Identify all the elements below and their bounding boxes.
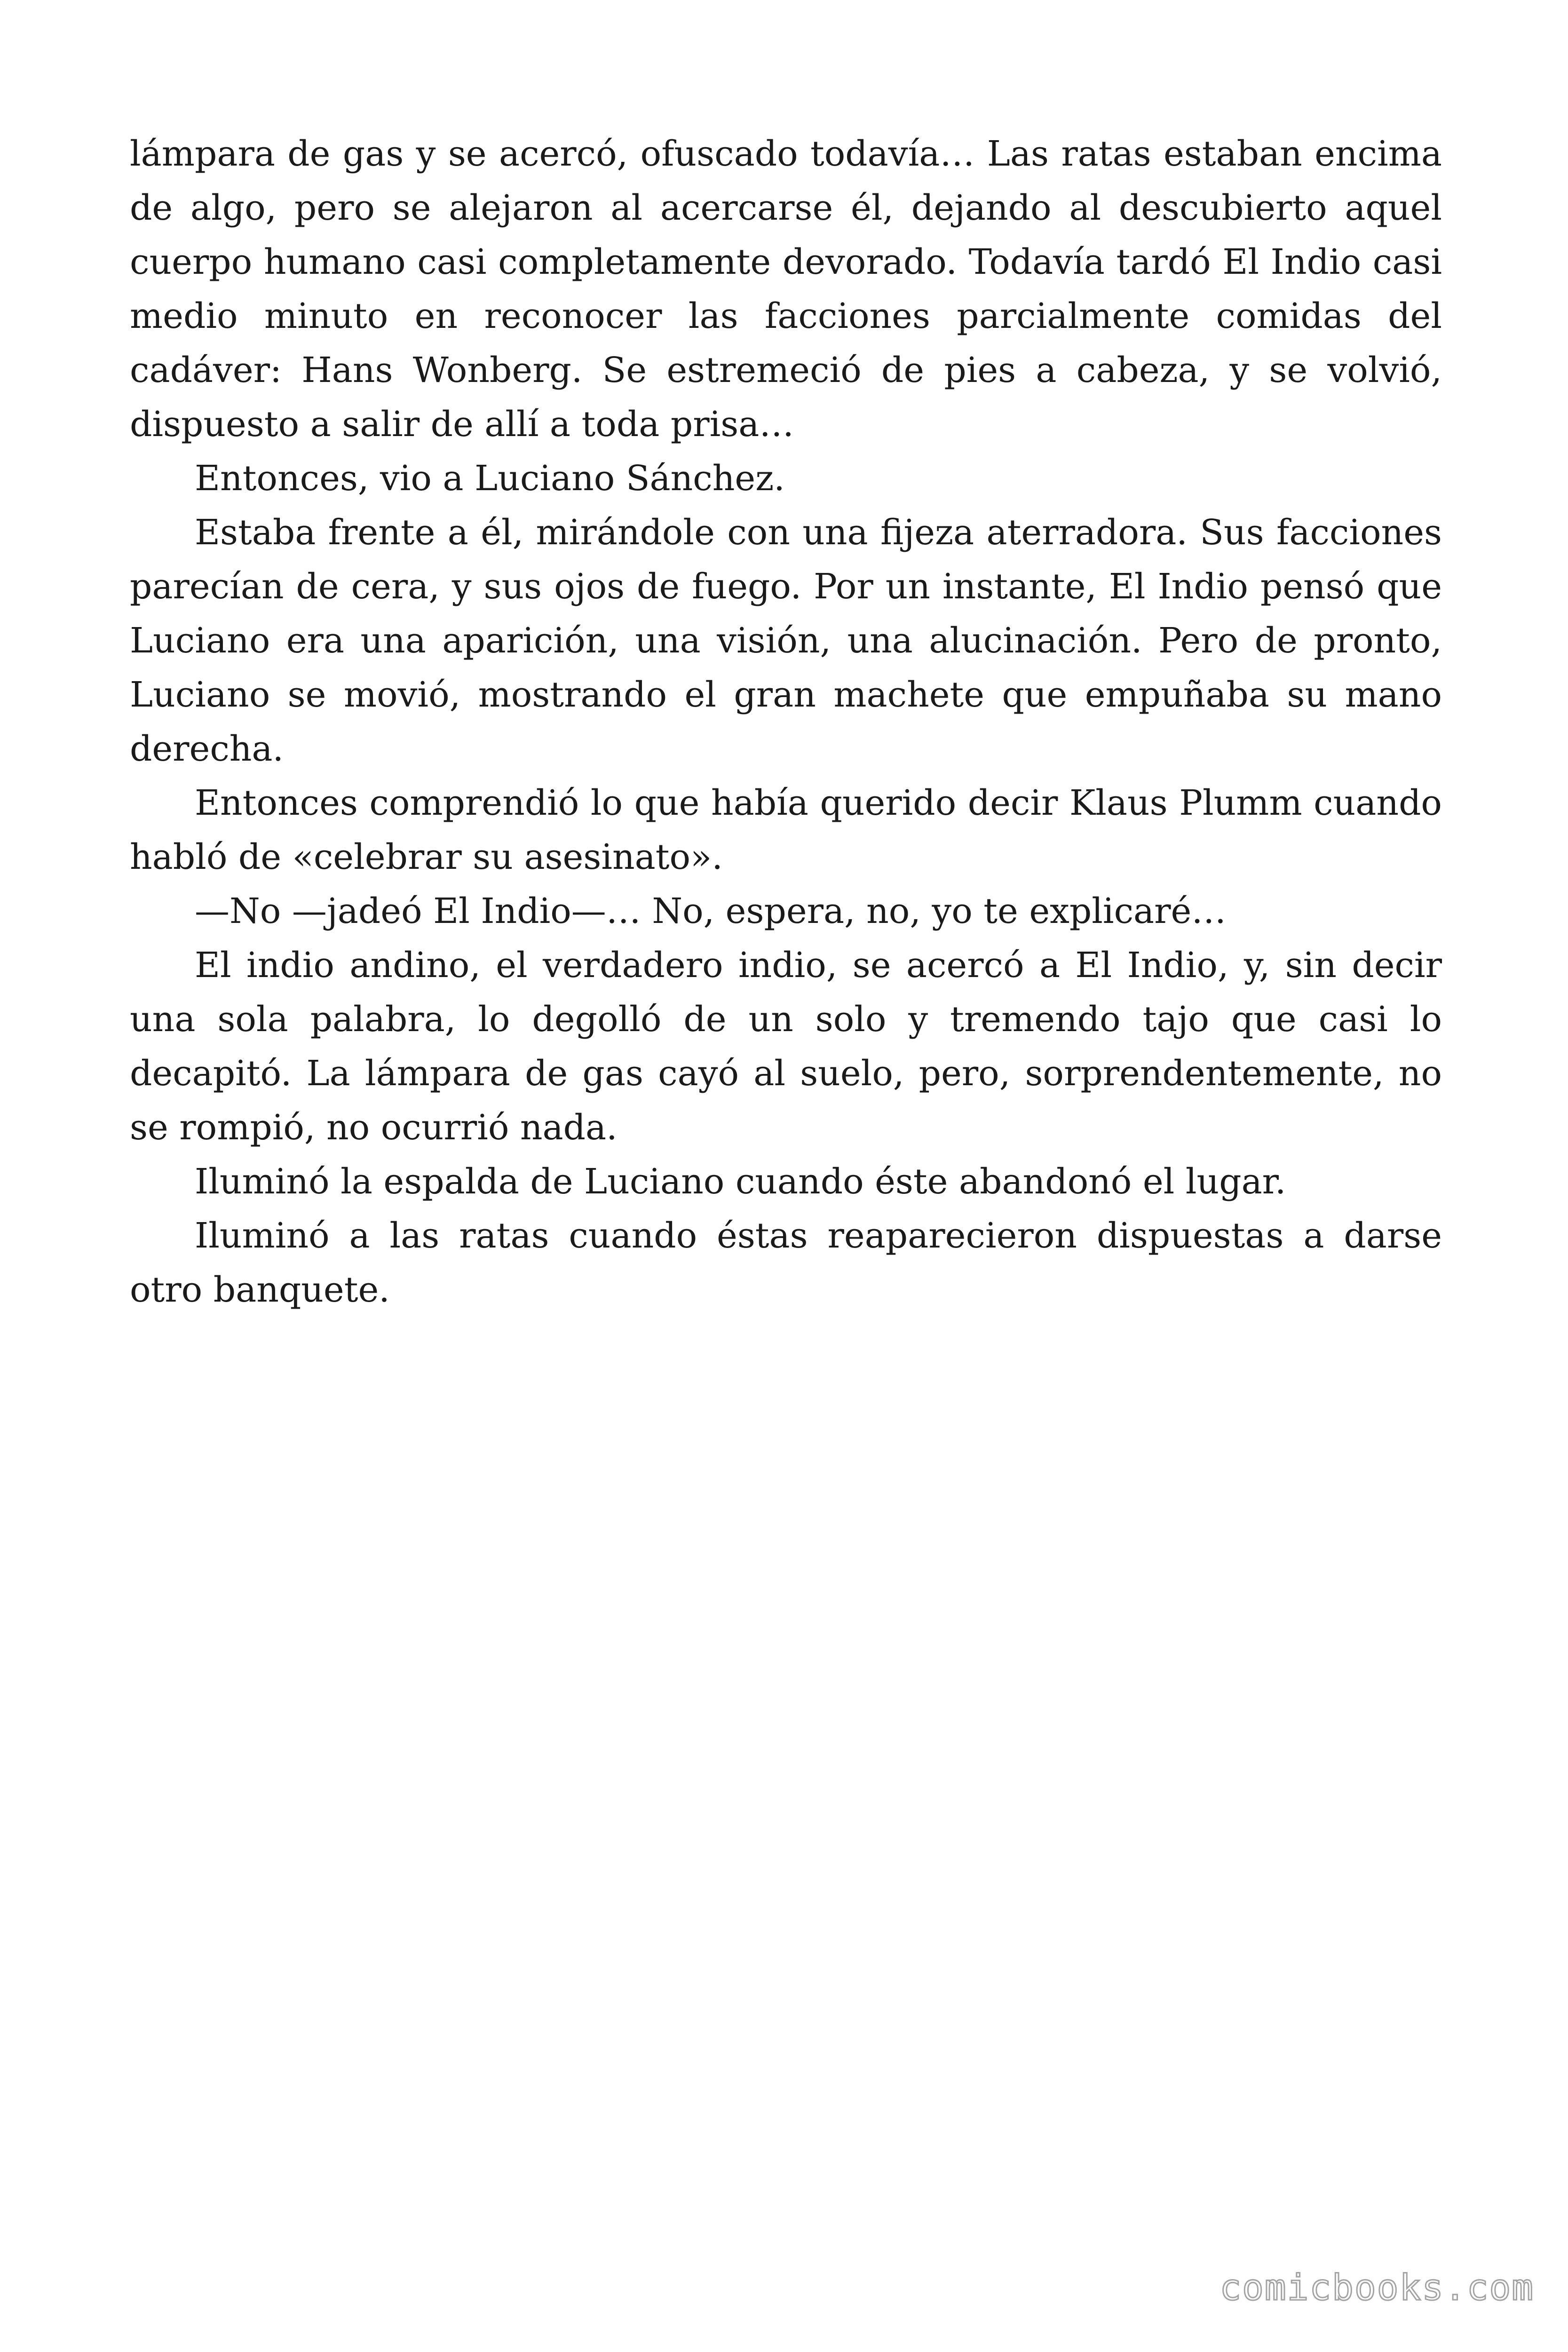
paragraph-7: Iluminó la espalda de Luciano cuando éste abandonó el lugar. (195, 1161, 1286, 1202)
paragraph-6: El indio andino, el verdadero indio, se acercó a El Indio, y, sin decir una sola palabra, lo degolló de un solo y tremendo tajo que casi lo decapitó. La lámpara de gas cayó al suelo, pero, sorprendentemente, no se rompió, no ocurrió nada. (130, 945, 1442, 1148)
watermark-text: comicbooks.com (1220, 2266, 1534, 2308)
paragraph-2: Entonces, vio a Luciano Sánchez. (195, 458, 785, 499)
paragraph-8: Iluminó a las ratas cuando éstas reaparecieron dispuestas a darse otro banquete. (130, 1216, 1442, 1310)
paragraph-5: —No —jadeó El Indio—… No, espera, no, yo te explicaré… (195, 891, 1227, 931)
paragraph-4: Entonces comprendió lo que había querido decir Klaus Plumm cuando habló de «celebrar su asesinato». (130, 783, 1442, 877)
body-text (130, 127, 1442, 1317)
paragraph-3: Estaba frente a él, mirándole con una fijeza aterradora. Sus facciones parecían de cera, y sus ojos de fuego. Por un instante, El Indio pensó que Luciano era una aparición, una visión, una alucinación. Pero de pronto, Luciano se movió, mostrando el gran machete que empuñaba su mano derecha. (130, 512, 1442, 769)
paragraph-1: lámpara de gas y se acercó, ofuscado todavía… Las ratas estaban encima de algo, pero se alejaron al acercarse él, dejando al descubierto aquel cuerpo humano casi completamente devorado. Todavía tardó El Indio casi medio minuto en reconocer las facciones parcialmente comidas del cadáver: Hans Wonberg. Se estremeció de pies a cabeza, y se volvió, dispuesto a salir de allí a toda prisa… (130, 134, 1442, 445)
